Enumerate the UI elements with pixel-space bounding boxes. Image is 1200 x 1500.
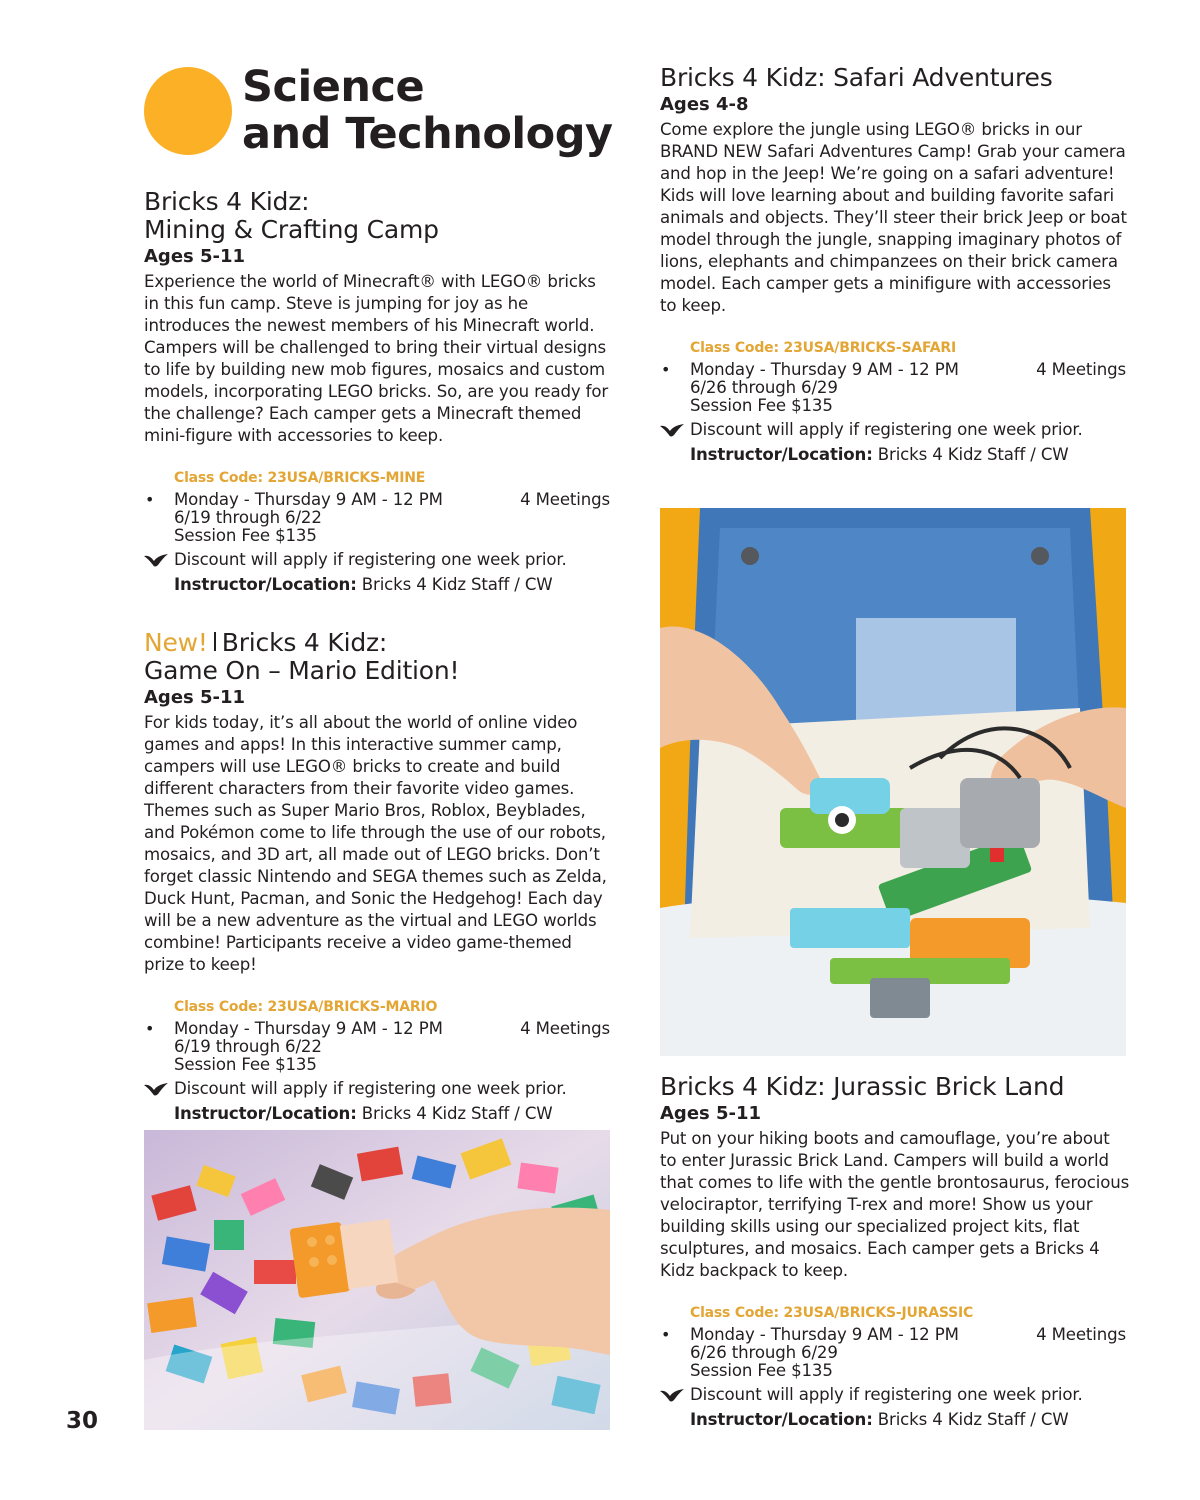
camp-description: Put on your hiking boots and camouflage, you’re about to enter Jurassic Brick Land. Campers will build a world that comes to life with the gentle brontosaurus, ferocious velociraptor, terrifying T-rex and more! Show us your building skills using our specialized project kits, flat sculptures, and mosaics. Each camper gets a Bricks 4 Kidz backpack to keep.: [660, 1129, 1130, 1280]
section-circle-icon: [144, 67, 232, 155]
class-code: Class Code: 23USA/BRICKS-MARIO: [174, 999, 438, 1015]
discount-note: [660, 420, 1130, 440]
session-meetings: 4 Meetings: [520, 1019, 610, 1038]
bird-icon: [660, 423, 684, 439]
camp-title-line2: Mining & Crafting Camp: [144, 215, 439, 244]
session-details: [144, 1020, 614, 1074]
instructor-value: Bricks 4 Kidz Staff / CW: [872, 1410, 1069, 1429]
camp-ages: Ages 4-8: [660, 94, 749, 115]
instructor-location: [660, 445, 1130, 465]
camp-ages: Ages 5-11: [144, 687, 246, 708]
class-code: Class Code: 23USA/BRICKS-JURASSIC: [690, 1305, 974, 1321]
instructor-label: Instructor/Location:: [690, 445, 873, 464]
lego-robot-illustration: [660, 508, 1126, 1056]
camp-mining: [144, 188, 614, 595]
lego-bricks-photo: [144, 1130, 610, 1430]
session-fee: Session Fee $135: [690, 396, 833, 415]
session-fee: Session Fee $135: [174, 1055, 317, 1074]
camp-ages: Ages 5-11: [660, 1103, 762, 1124]
session-dates: 6/19 through 6/22: [174, 508, 322, 527]
class-code: Class Code: 23USA/BRICKS-SAFARI: [690, 340, 957, 356]
section-title: [242, 64, 613, 158]
instructor-label: Instructor/Location:: [174, 575, 357, 594]
title-divider: [214, 632, 216, 651]
instructor-location: [144, 1104, 614, 1124]
session-schedule: Monday - Thursday 9 AM - 12 PM: [690, 360, 959, 379]
bird-icon: [144, 1082, 168, 1098]
discount-text: Discount will apply if registering one week prior.: [690, 1385, 1083, 1404]
instructor-value: Bricks 4 Kidz Staff / CW: [356, 575, 553, 594]
camp-title: Bricks 4 Kidz: Safari Adventures: [660, 63, 1053, 92]
instructor-location: [144, 575, 614, 595]
camp-title-line1: Bricks 4 Kidz:: [144, 187, 310, 216]
camp-title: [144, 629, 614, 685]
instructor-label: Instructor/Location:: [690, 1410, 873, 1429]
instructor-location: [660, 1410, 1130, 1430]
bird-icon: [144, 553, 168, 569]
discount-note: [144, 550, 614, 570]
bullet-icon: •: [145, 1019, 155, 1038]
camp-ages: Ages 5-11: [144, 246, 246, 267]
bullet-icon: •: [661, 360, 671, 379]
discount-text: Discount will apply if registering one week prior.: [174, 550, 567, 569]
page-number: 30: [66, 1408, 99, 1434]
lego-bricks-illustration: [144, 1130, 610, 1430]
discount-note: [144, 1079, 614, 1099]
session-fee: Session Fee $135: [690, 1361, 833, 1380]
camp-safari: [660, 64, 1130, 465]
bullet-icon: •: [145, 490, 155, 509]
camp-title-line2: Game On – Mario Edition!: [144, 656, 460, 685]
discount-text: Discount will apply if registering one week prior.: [174, 1079, 567, 1098]
session-fee: Session Fee $135: [174, 526, 317, 545]
session-details: [144, 491, 614, 545]
camp-title: Bricks 4 Kidz: Jurassic Brick Land: [660, 1072, 1065, 1101]
session-meetings: 4 Meetings: [1036, 1325, 1126, 1344]
session-meetings: 4 Meetings: [520, 490, 610, 509]
session-schedule: Monday - Thursday 9 AM - 12 PM: [174, 1019, 443, 1038]
camp-title-line1: Bricks 4 Kidz:: [221, 628, 388, 657]
session-details: [660, 1326, 1130, 1380]
instructor-value: Bricks 4 Kidz Staff / CW: [872, 445, 1069, 464]
section-title-line2: and Technology: [242, 109, 613, 159]
session-dates: 6/19 through 6/22: [174, 1037, 322, 1056]
instructor-value: Bricks 4 Kidz Staff / CW: [356, 1104, 553, 1123]
session-meetings: 4 Meetings: [1036, 360, 1126, 379]
camp-jurassic: [660, 1073, 1130, 1430]
session-schedule: Monday - Thursday 9 AM - 12 PM: [174, 490, 443, 509]
camp-mario: [144, 629, 614, 1124]
class-code: Class Code: 23USA/BRICKS-MINE: [174, 470, 426, 486]
section-title-line1: Science: [242, 62, 425, 112]
session-details: [660, 361, 1130, 415]
camp-description: For kids today, it’s all about the world of online video games and apps! In this interactive summer camp, campers will use LEGO® bricks to create and build different characters from their favorite video games. Themes such as Super Mario Bros, Roblox, Beyblades, and Pokémon come to life through the use of our robots, mosaics, and 3D art, all made out of LEGO bricks. Don’t forget classic Nintendo and SEGA themes such as Zelda, Duck Hunt, Pacman, and Sonic the Hedgehog! Each day will be a new adventure as the virtual and LEGO worlds combine! Participants receive a video game-themed prize to keep!: [144, 713, 607, 974]
camp-description: Experience the world of Minecraft® with LEGO® bricks in this fun camp. Steve is jumping for joy as he introduces the newest members of his Minecraft world. Campers will be challenged to bring their virtual designs to life by building new mob figures, mosaics and custom models, incorporating LEGO bricks. So, are you ready for the challenge? Each camper gets a Minecraft themed mini-figure with accessories to keep.: [144, 272, 609, 445]
camp-title: [144, 188, 614, 244]
session-dates: 6/26 through 6/29: [690, 1343, 838, 1362]
discount-note: [660, 1385, 1130, 1405]
camp-description: Come explore the jungle using LEGO® bricks in our BRAND NEW Safari Adventures Camp! Grab your camera and hop in the Jeep! We’re going on a safari adventure! Kids will love learning about and building favorite safari animals and objects. They’ll steer their brick Jeep or boat model through the jungle, snapping imaginary photos of lions, elephants and chimpanzees on their brick camera model. Each camper gets a minifigure with accessories to keep.: [660, 120, 1127, 315]
discount-text: Discount will apply if registering one week prior.: [690, 420, 1083, 439]
lego-robot-photo: [660, 508, 1126, 1056]
bird-icon: [660, 1388, 684, 1404]
instructor-label: Instructor/Location:: [174, 1104, 357, 1123]
bullet-icon: •: [661, 1325, 671, 1344]
session-dates: 6/26 through 6/29: [690, 378, 838, 397]
session-schedule: Monday - Thursday 9 AM - 12 PM: [690, 1325, 959, 1344]
new-badge: New!: [144, 628, 208, 657]
